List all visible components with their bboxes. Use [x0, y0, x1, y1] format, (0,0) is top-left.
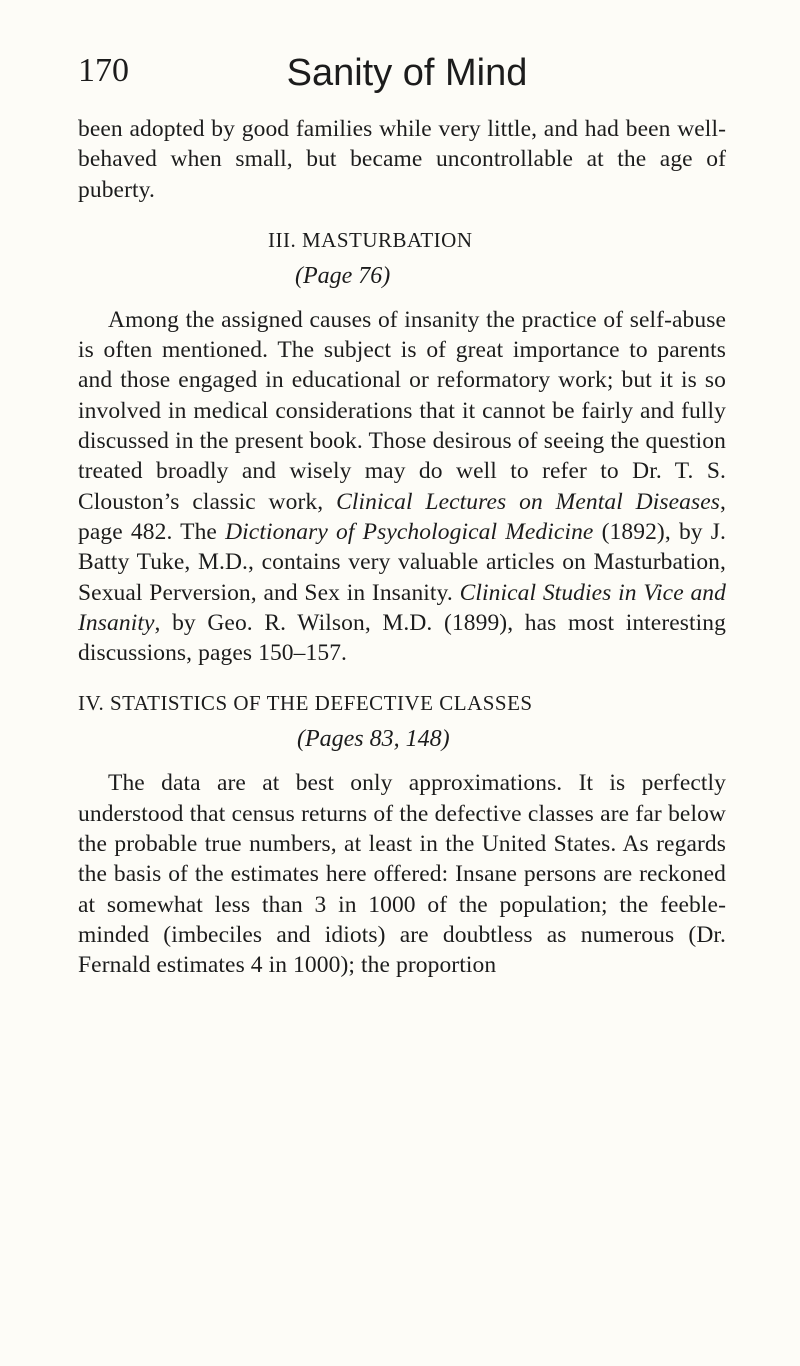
statistics-paragraph: The data are at best only approximations. It is perfectly understood that census returns of the defective classes are far below the probable true numbers, at least in the United States. As regards the basis of the estimates here offered: Insane persons are reckoned at somewhat less than 3 in 1000 of the population; the feeble-minded (imbeciles and idiots) are doubtless as numerous (Dr. Fernald estimates 4 in 1000); the proportion [78, 770, 726, 979]
page-number: 170 [78, 52, 129, 89]
page-reference: (Page 76) [295, 262, 391, 289]
section-heading-statistics: IV. STATISTICS OF THE DEFECTIVE CLASSES [78, 691, 533, 716]
book-title-clinical-studies: Clinical Studies in Vice and Insanity [78, 579, 727, 636]
text-run: Among the assigned causes of insanity the practice of self-abuse is often mentioned. The subject is of great importance to parents and those engaged in educational or reformatory work; but it is so involved in medical considerations that it cannot be fairly and fully discussed in the present book. Those desirous of seeing the question treated broadly and wisely may do well to refer to Dr. T. S. Clouston’s classic work, [78, 306, 726, 515]
running-title: Sanity of Mind [286, 52, 528, 94]
book-title-clinical-lectures: Clinical Lectures on Mental Diseases [336, 488, 721, 515]
opening-paragraph: been adopted by good families while very little, and had been well-behaved when small, but became uncontrollable at the age of puberty. [78, 116, 726, 203]
section-heading-masturbation: III. MASTURBATION [268, 227, 473, 252]
text-run: (1892), by J. Batty Tuke, M.D., contains very valuable articles on Masturbation, Sexual Perversion, and Sex in Insanity. [78, 518, 727, 606]
page-reference: (Pages 83, 148) [297, 726, 450, 753]
book-page [78, 52, 726, 981]
text-run: , page 482. The [78, 488, 726, 545]
text-run: , by Geo. R. Wilson, M.D. (1899), has most interesting discussions, pages 150–157. [78, 609, 726, 667]
masturbation-paragraph [78, 305, 726, 669]
book-title-dictionary: Dictionary of Psychological Medicine [225, 518, 594, 545]
page-header [78, 52, 726, 114]
